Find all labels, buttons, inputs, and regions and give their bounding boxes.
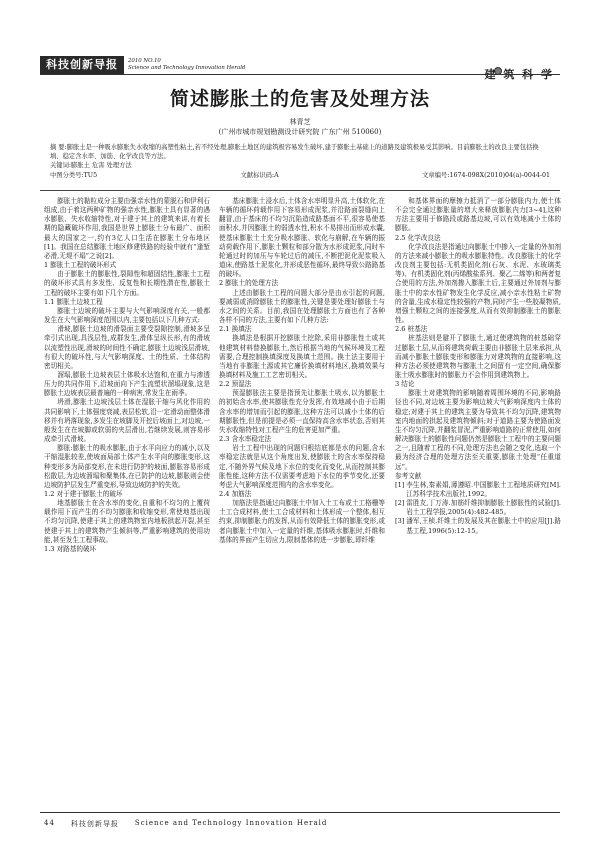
section-heading: 2.5 化学改良法 xyxy=(395,233,441,242)
body-paragraph: 上述由膨胀土工程的问题大部分是由水引起的问题,要减弱或消除膨胀土的膨胀性,关键是要处理好膨胀土与水之间的关系。目前,我国在处理膨胀土方面也有了各种各样不同的方法,主要有如下几种方法: xyxy=(219,288,385,325)
issue-number: 2010 NO.10 xyxy=(128,58,161,64)
body-paragraph: 加筋法是指通过向膨胀土中加入土工布或土工格栅等土工合成材料,使土工合成材料和土体形成一个整体,相互约束,抑制膨胀力的发挥,从而有效降低土体的膨胀变形,或者向膨胀土中加入一定量的纤维,基体吸水膨胀时,纤维和基体的界面产生切应力,限制基体的进一步膨胀,即纤维 xyxy=(219,499,385,544)
article-title: 简述膨胀土的危害及处理方法 xyxy=(169,88,430,110)
reference-text: 潘军,王桢.纤维土的发展及其在膨胀土中的应用[J].路基工程,1996(5):12-15。 xyxy=(406,517,561,535)
body-column-2 xyxy=(219,197,385,799)
document-code: 文献标识码:A xyxy=(240,171,279,179)
masthead-rule xyxy=(40,74,560,75)
author: 林青芝 xyxy=(289,118,311,126)
section-tag: 建 筑 科 学 xyxy=(484,68,554,81)
body-paragraph: 坍滑,膨胀土边坡浅层土体在湿胀干缩与风化作用的共同影响下,土体强度衰减,表层松软,沿一定滑动面整体滑移并有坍落现象,多发生在坡脚及开挖后坡面上,对边坡,一般发生在在坡脚或软弱的夹层滑出,若继续发展,则容易形成牵引式滑坡。 xyxy=(44,398,210,444)
section-heading: 3 结论 xyxy=(395,380,415,389)
journal-english-name: Science and Technology Innovation Herald xyxy=(128,65,246,71)
section-heading: 1.1 膨胀土边坡工程 xyxy=(44,297,103,306)
body-column-3 xyxy=(395,197,561,799)
body-paragraph: 膨胀土边坡的破坏主要与大气影响深度有关,一般都发生在大气影响深度范围以内,主要包括以下几种方式: xyxy=(44,306,210,325)
section-heading: 1.3 对路基的破坏 xyxy=(44,544,97,553)
body-paragraph: 化学改良法是指通过向膨胀土中掺入一定量的外加剂的方法来减小膨胀土的吸水膨胀特性。改良膨胀土的化学改良剂主要包括:无机类固化剂(石灰、水泥、水玻璃类等)、有机类固化剂(丙烯酸盐系列、聚乙二烯等)和两者复合使用的方法,外加剂掺入膨胀土后,主要通过外加剂与膨胀土中的亲水性矿物发生化学反应,减小亲水性粘土矿物的含量,生成水稳定性较强的产物,同时产生一些胶凝物质,增强土颗粒之间的连接强度,从而有效抑制膨胀土的膨胀性。 xyxy=(395,242,561,325)
body-paragraph: 膨胀土的黏粒成分主要由强亲水性的蒙脱石和伊利石组成,由于着这两种矿物的强亲水性,膨胀土具有显著的遇水膨胀、失水收缩特性,对于建于其上的建筑来讲,有着长期的隐藏破坏作用,我国是世界上膨胀土分布最广、面积最大的国家之一,约有3亿人口生活在膨胀土分布地区[1]。我国在总结膨胀土地区修建铁路的经验中就有“逢堑必滑,无堤不塌”之说[2]。 xyxy=(44,197,210,260)
section-heading: 2.4 加筋法 xyxy=(219,490,252,498)
section-heading: 参考文献 xyxy=(395,471,422,480)
section-heading: 2 膨胀土的处理方法 xyxy=(219,279,279,288)
body-paragraph: 地基膨胀土在含水率的变化,自重和不均匀的上覆荷载作用下而产生的不均匀膨胀和收缩变形,常使地基出现不均匀沉降,使建于其上的建筑物室内地板拱起开裂,甚至使建于其上的建筑物产生倾斜等,严重影响建筑的使用功能,甚至发生工程事故。 xyxy=(44,499,210,544)
body-paragraph: 溜塌,膨胀土边坡表层土体吸水达饱和,在重力与渗透压力的共同作用下,沿坡面向下产生流塑状溜塌现象,这是膨胀土边坡表层最普遍的一种病害,常发生在雨季。 xyxy=(44,370,210,398)
section-heading: 2.1 换填法 xyxy=(219,325,252,334)
abstract-block xyxy=(50,143,550,180)
body-paragraph: 滑坡,膨胀土边坡的滑裂面主要受裂隙控制,滑坡多呈牵引式出现,具浅层性,成群发生,滑体呈纵长形,有的滑坡以流塑性出现,滑坡的时间性不确定,膨胀土边坡浅层滑坡,有很大的破坏性,与大气影响深度、土的性质、土体结构密切相关。 xyxy=(44,325,210,370)
journal-name: 科技创新导报 xyxy=(40,56,124,74)
body-paragraph: 膨胀:膨胀土的吸水膨胀,由于水平向应力的减小,以及干缩湿胀较差,使坡面局部土体产生水平向的膨胀变形,这种变形多为局部变形,在未进行防护的坡面,膨胀容易形成松散层,为边坡溜塌和聚集体,在已防护的边坡,膨胀则会使边坡防护层发生严重变形,导致边坡防护的失效。 xyxy=(44,444,210,489)
reference-number: [1] xyxy=(395,480,405,489)
abstract-rule xyxy=(40,190,560,191)
section-heading: 2.6 桩基法 xyxy=(395,325,428,334)
keywords: 关键词:膨胀土 危害 处理方法 xyxy=(50,162,132,170)
reference-item xyxy=(395,499,561,517)
reference-item xyxy=(395,517,561,535)
page-footer xyxy=(44,819,327,829)
body-paragraph: 桩基法则是避开了膨胀土,通过使建筑物的桩基础穿过膨胀土层,从而将建筑荷载主要由非膨胀土层来承担,从而减小膨胀土膨胀变形和膨胀力对建筑物的直接影响,这种方法必须使建筑物与膨胀土之间留有一定空间,确保膨胀土吸水膨胀时的膨胀力不会作用到建筑物上。 xyxy=(395,334,561,379)
body-paragraph: 基床膨胀土浸水后,土体含水率明显升高,土体软化,在车辆的循环荷载作用下容易形成泥浆,并沿路面裂缝向上翻冒,由于基床的不均匀沉陷造成路基面不平,很容易使基面积水,并因膨胀土的弱透水性,积水不易排出而形成水囊,使基床膨胀土土充分吸水膨胀、软化与崩解,在车辆的振动荷载作用下,膨胀土颗粒和部分散为水形成泥浆,同时车轮通过时的加压与车轮过后的减压,不断把泥化泥浆吸入道床,使路基土泥浆化,并形成恶性循环,最终导致公路路基的破坏。 xyxy=(219,197,385,279)
page-number: 44 xyxy=(44,819,55,827)
body-paragraph: 预湿膨胀法主要是指预先让膨胀土吸水,以为膨胀土的初始含水率,使其膨胀性充分发挥,有效地减小由于后期含水率的增加而引起的膨胀,这种方法可以减小土体的后期膨胀性,但是前提是必须一直保持高含水率状态,否则其失水收缩特性对工程产生的危害更加严重。 xyxy=(219,389,385,434)
section-heading: 1 膨胀土工程的破坏形式 xyxy=(44,261,117,270)
footer-journal-english: Science and Technology Innovation Herald xyxy=(134,819,328,827)
section-heading: 1.2 对于建于膨胀土的破坏 xyxy=(44,490,123,498)
footer-journal-name: 科技创新导报 xyxy=(70,820,119,828)
body-column-1 xyxy=(44,197,210,799)
affiliation: (广州市城市规划勘测设计研究院 广东广州 510060) xyxy=(218,128,382,136)
abstract-text: 摘 要:膨胀土是一种吸水膨胀失水收缩的高塑性粘土,若不经处理,膨胀土地区的建筑极容易发生破坏,建于膨胀土基础上的道路及建筑极易受其影响。目前膨胀土的改良主要包括换填、稳定含水率、加筋、化学改良等方法。 xyxy=(50,144,539,161)
body-paragraph: 和基体界面的摩擦力抵消了一部分膨胀内力,使土体不会完全通过膨胀量的增大来释放膨胀内力[3~4],这种方法主要用于修路段或路基边坡,可以有效地减小土体的膨胀。 xyxy=(395,197,561,233)
reference-text: 李生林,秦素娟,薄遵昭.中国膨胀土工程地质研究[M].江苏科学技术出版社,1992。 xyxy=(406,480,561,498)
body-paragraph: 换填法是根据开挖膨胀土挖除,采用非膨胀性土或其他建筑材料替换膨胀土,然后根据当地的气候环境及工程需要,合理控制换填深度及换填土范围。换土法主要用于当地有非膨胀土源或其它廉价换填材料地区,换填效果与换填材料及施工工艺密切相关。 xyxy=(219,334,385,379)
body-paragraph: 膨胀土对建筑物的影响随着周围环境的不同,影响路径也不同,对边坡主要为影响边坡大气影响深度内土体的稳定;对建于其上的建筑主要为导致其不均匀沉降,建筑物室内地面的拱起及建筑物倾斜;对于道路主要为使路面发生不均匀沉降,并翻浆冒泥,严重影响道路的正常使用,如何解决膨胀土的膨胀性问题仍然是膨胀土工程中的主要问题之一,且随着工程的不同,处理方法也会随之变化,选取一个最为经济合理的处理方法至关重要,膨胀土处理“任重道远”。 xyxy=(395,389,561,471)
section-heading: 2.3 含水率稳定法 xyxy=(219,435,272,444)
reference-number: [3] xyxy=(395,517,405,526)
section-heading: 2.2 预湿法 xyxy=(219,380,252,389)
masthead xyxy=(40,56,245,74)
body-paragraph: 岩土工程中出现的问题归根结底都是水的问题,含水率稳定法就是从这个角度出发,使膨胀土的含水率保持稳定,不随外界气候及地下水位的变化而变化,从而控制其膨胀性能,这种方法不仅需要考虑地下水位的季节变化,还要考虑大气影响深度范围内的含水率变化。 xyxy=(219,444,385,489)
footer-rule xyxy=(40,812,560,813)
reference-item xyxy=(395,481,561,499)
clc-number: 中图分类号:TU5 xyxy=(50,171,98,179)
article-id: 文章编号:1674-098X(2010)04(a)-0044-01 xyxy=(422,171,550,179)
masthead-sub xyxy=(128,56,245,74)
classification-row xyxy=(50,171,550,180)
body-paragraph: 由于膨胀土的膨胀性,裂隙性和超固结性,膨胀土工程的破坏形式具有多发性、反复性和长期性潜在性,膨胀土工程的破坏主要有如下几个方面。 xyxy=(44,270,210,297)
reference-text: 雷胜友,丁万涛.加筋纤维抑制膨胀土膨胀性的试验[J].岩土工程学报,2005(4):482-485。 xyxy=(406,499,561,517)
reference-number: [2] xyxy=(395,499,405,508)
